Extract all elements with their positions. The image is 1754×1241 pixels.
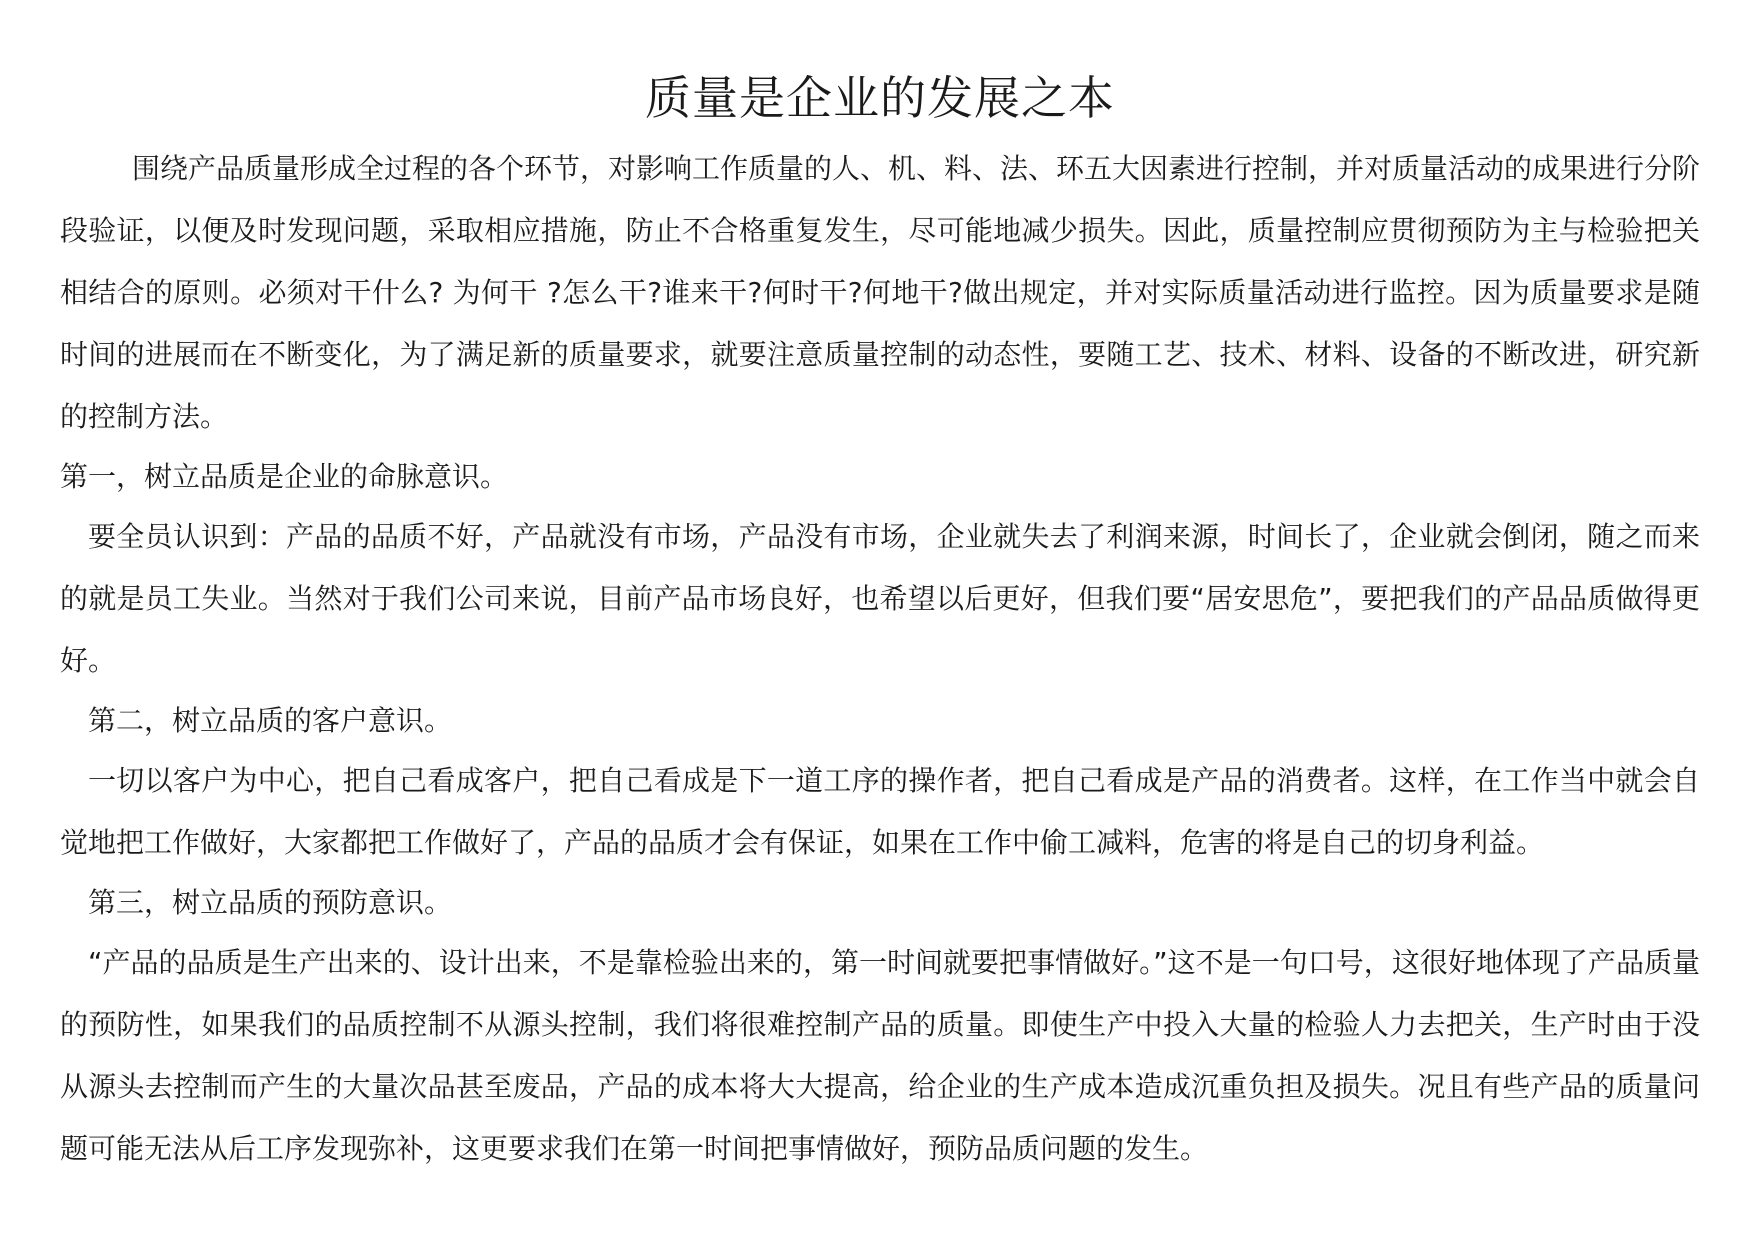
paragraph-intro: 围绕产品质量形成全过程的各个环节，对影响工作质量的人、机、料、法、环五大因素进行控制，并对质量活动的成果进行分阶段验证，以便及时发现问题，采取相应措施，防止不合格重复发生，尽可能地减少损失。因此，质量控制应贯彻预防为主与检验把关相结合的原则。必须对干什么? 为何干 ?怎么干?谁来干?何时干?何地干?做出规定，并对实际质量活动进行监控。因为质量要求是随时间的进展而在不断变化，为了满足新的质量要求，就要注意质量控制的动态性，要随工艺、技术、材料、设备的不断改进，研究新的控制方法。 bbox=[60, 152, 1701, 433]
document-page bbox=[60, 58, 1700, 1180]
paragraph-first-point: 要全员认识到：产品的品质不好，产品就没有市场，产品没有市场，企业就失去了利润来源，时间长了，企业就会倒闭，随之而来的就是员工失业。当然对于我们公司来说，目前产品市场良好，也希望以后更好，但我们要“居安思危”，要把我们的产品品质做得更好。 bbox=[60, 520, 1700, 677]
heading-second-point: 第二，树立品质的客户意识。 bbox=[88, 704, 453, 737]
document-title: 质量是企业的发展之本 bbox=[645, 71, 1115, 125]
heading-first-point: 第一，树立品质是企业的命脉意识。 bbox=[60, 460, 509, 493]
paragraph-second-point: 一切以客户为中心，把自己看成客户，把自己看成是下一道工序的操作者，把自己看成是产品的消费者。这样，在工作当中就会自觉地把工作做好，大家都把工作做好了，产品的品质才会有保证，如果在工作中偷工减料，危害的将是自己的切身利益。 bbox=[60, 764, 1700, 859]
heading-third-point: 第三，树立品质的预防意识。 bbox=[88, 886, 453, 919]
paragraph-third-point: “产品的品质是生产出来的、设计出来，不是靠检验出来的，第一时间就要把事情做好。”这不是一句口号，这很好地体现了产品质量的预防性，如果我们的品质控制不从源头控制，我们将很难控制产品的质量。即使生产中投入大量的检验人力去把关，生产时由于没从源头去控制而产生的大量次品甚至废品，产品的成本将大大提高，给企业的生产成本造成沉重负担及损失。况且有些产品的质量问题可能无法从后工序发现弥补，这更要求我们在第一时间把事情做好，预防品质问题的发生。 bbox=[60, 946, 1700, 1165]
